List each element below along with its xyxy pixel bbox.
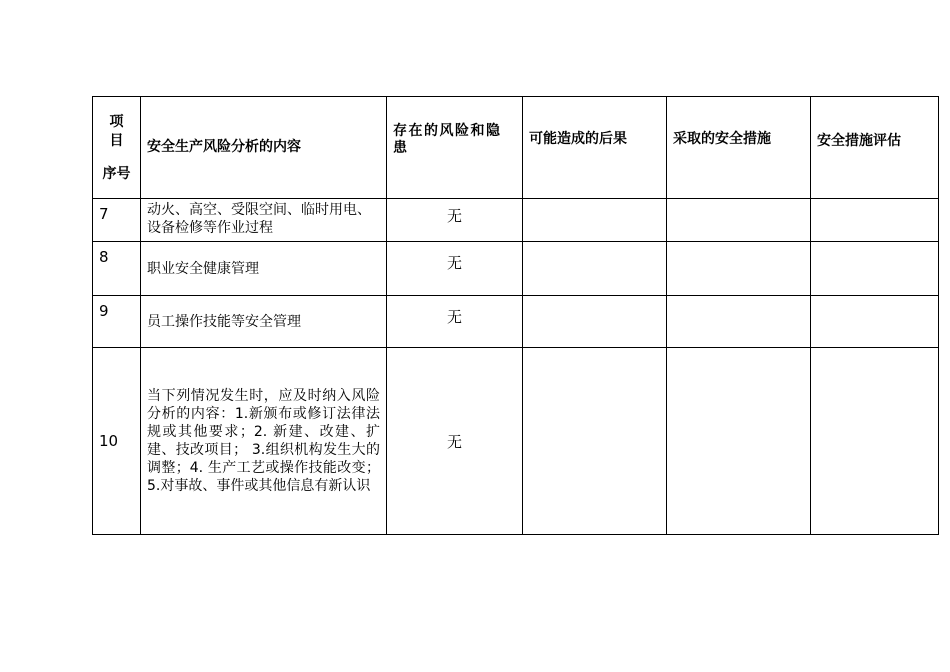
- header-analysis-content: 安全生产风险分析的内容: [141, 97, 387, 199]
- row-measure: [667, 242, 811, 296]
- row-measure: [667, 199, 811, 242]
- row-content: 员工操作技能等安全管理: [141, 296, 387, 348]
- header-consequences: 可能造成的后果: [523, 97, 667, 199]
- row-consequence: [523, 242, 667, 296]
- table-row: [93, 296, 939, 348]
- row-number: 9: [93, 296, 141, 348]
- row-content: 职业安全健康管理: [141, 242, 387, 296]
- row-number: 8: [93, 242, 141, 296]
- header-item-no: [93, 97, 141, 199]
- row-risk: 无: [387, 199, 523, 242]
- risk-analysis-table: [92, 96, 939, 535]
- header-evaluation: 安全措施评估: [811, 97, 939, 199]
- row-evaluation: [811, 296, 939, 348]
- row-number: 7: [93, 199, 141, 242]
- header-item-no-line-3: 序号: [102, 166, 131, 182]
- header-existing-risk: 存在的风险和隐患: [387, 97, 523, 199]
- row-evaluation: [811, 348, 939, 535]
- row-content: 当下列情况发生时，应及时纳入风险分析的内容：1.新颁布或修订法律法规或其他要求；2. 新建、改建、扩建、技改项目； 3.组织机构发生大的调整；4. 生产工艺或操作技能改变； 5.对事故、事件或其他信息有新认识: [141, 348, 387, 535]
- table-row: [93, 348, 939, 535]
- row-measure: [667, 296, 811, 348]
- header-measures: 采取的安全措施: [667, 97, 811, 199]
- row-measure: [667, 348, 811, 535]
- row-risk: 无: [387, 296, 523, 348]
- table-row: [93, 242, 939, 296]
- header-item-no-line-1: 项: [109, 114, 124, 130]
- row-consequence: [523, 348, 667, 535]
- header-row: [93, 97, 939, 199]
- row-evaluation: [811, 242, 939, 296]
- row-consequence: [523, 199, 667, 242]
- row-risk: 无: [387, 242, 523, 296]
- row-consequence: [523, 296, 667, 348]
- row-risk: 无: [387, 348, 523, 535]
- row-content: 动火、高空、受限空间、临时用电、设备检修等作业过程: [141, 199, 387, 242]
- table-row: [93, 199, 939, 242]
- row-number: 10: [93, 348, 141, 535]
- row-evaluation: [811, 199, 939, 242]
- header-item-no-line-2: 目: [109, 133, 124, 149]
